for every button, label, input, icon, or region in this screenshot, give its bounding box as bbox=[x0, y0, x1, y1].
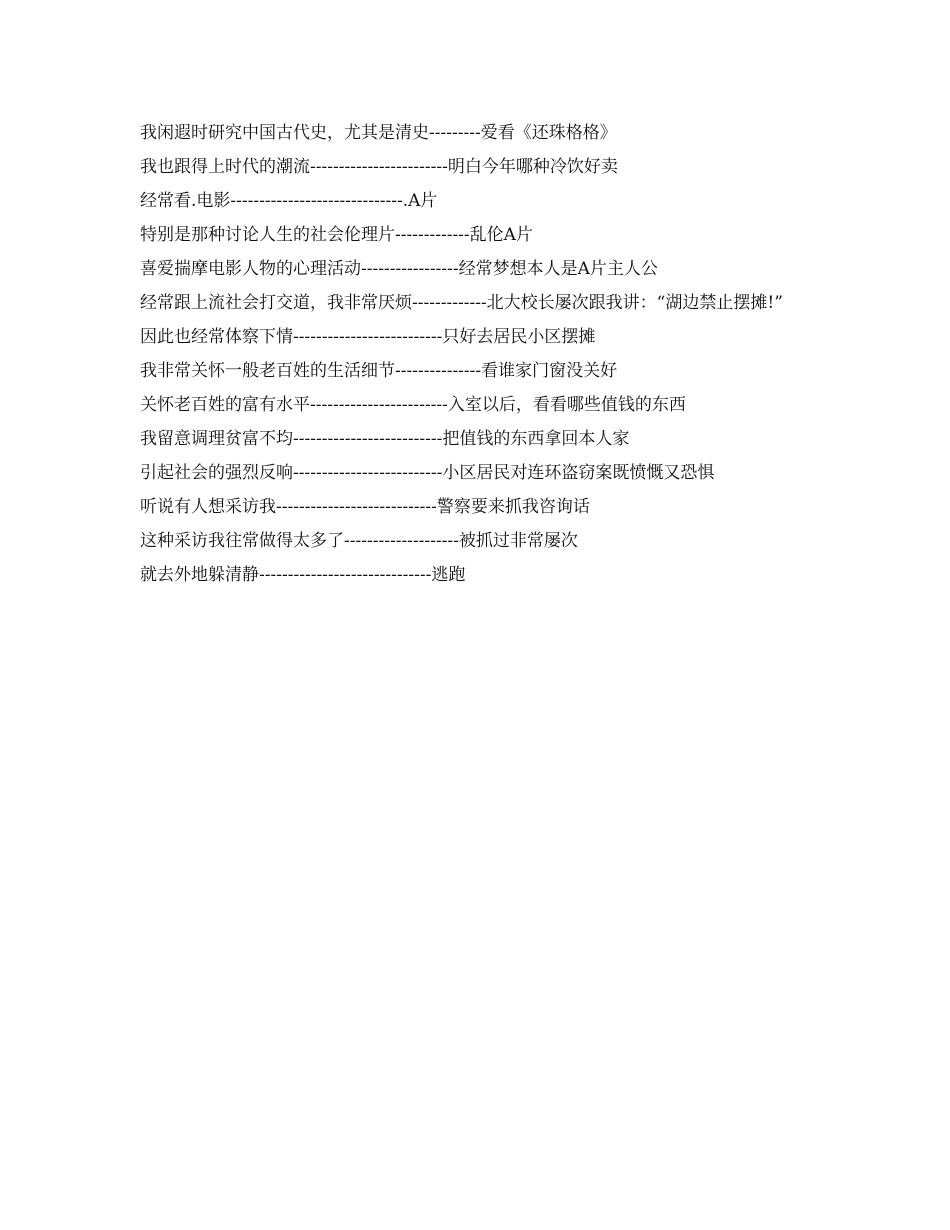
text-line-14: 就去外地躲清静------------------------------逃跑 bbox=[140, 565, 466, 585]
text-line-9: 关怀老百姓的富有水平------------------------入室以后，看看哪些值钱的东西 bbox=[140, 395, 686, 415]
text-line-4: 特别是那种讨论人生的社会伦理片-------------乱伦A片 bbox=[140, 225, 533, 245]
text-line-10: 我留意调理贫富不均--------------------------把值钱的东西拿回本人家 bbox=[140, 429, 630, 449]
text-line-6: 经常跟上流社会打交道，我非常厌烦-------------北大校长屡次跟我讲：“湖边禁止摆摊!” bbox=[140, 293, 783, 313]
text-line-7: 因此也经常体察下情--------------------------只好去居民小区摆摊 bbox=[140, 327, 596, 347]
text-line-8: 我非常关怀一般老百姓的生活细节---------------看谁家门窗没关好 bbox=[140, 361, 618, 381]
text-line-1: 我闲遐时研究中国古代史，尤其是清史---------爱看《还珠格格》 bbox=[140, 123, 617, 143]
text-line-13: 这种采访我往常做得太多了--------------------被抓过非常屡次 bbox=[140, 531, 578, 551]
text-line-5: 喜爱揣摩电影人物的心理活动-----------------经常梦想本人是A片主人公 bbox=[140, 259, 658, 279]
text-line-11: 引起社会的强烈反响--------------------------小区居民对连环盗窃案既愤慨又恐惧 bbox=[140, 463, 715, 483]
text-line-2: 我也跟得上时代的潮流------------------------明白今年哪种冷饮好卖 bbox=[140, 157, 618, 177]
document-body bbox=[140, 116, 820, 592]
text-line-12: 听说有人想采访我----------------------------警察要来抓我咨询话 bbox=[140, 497, 590, 517]
text-line-3: 经常看.电影------------------------------.A片 bbox=[140, 191, 438, 211]
